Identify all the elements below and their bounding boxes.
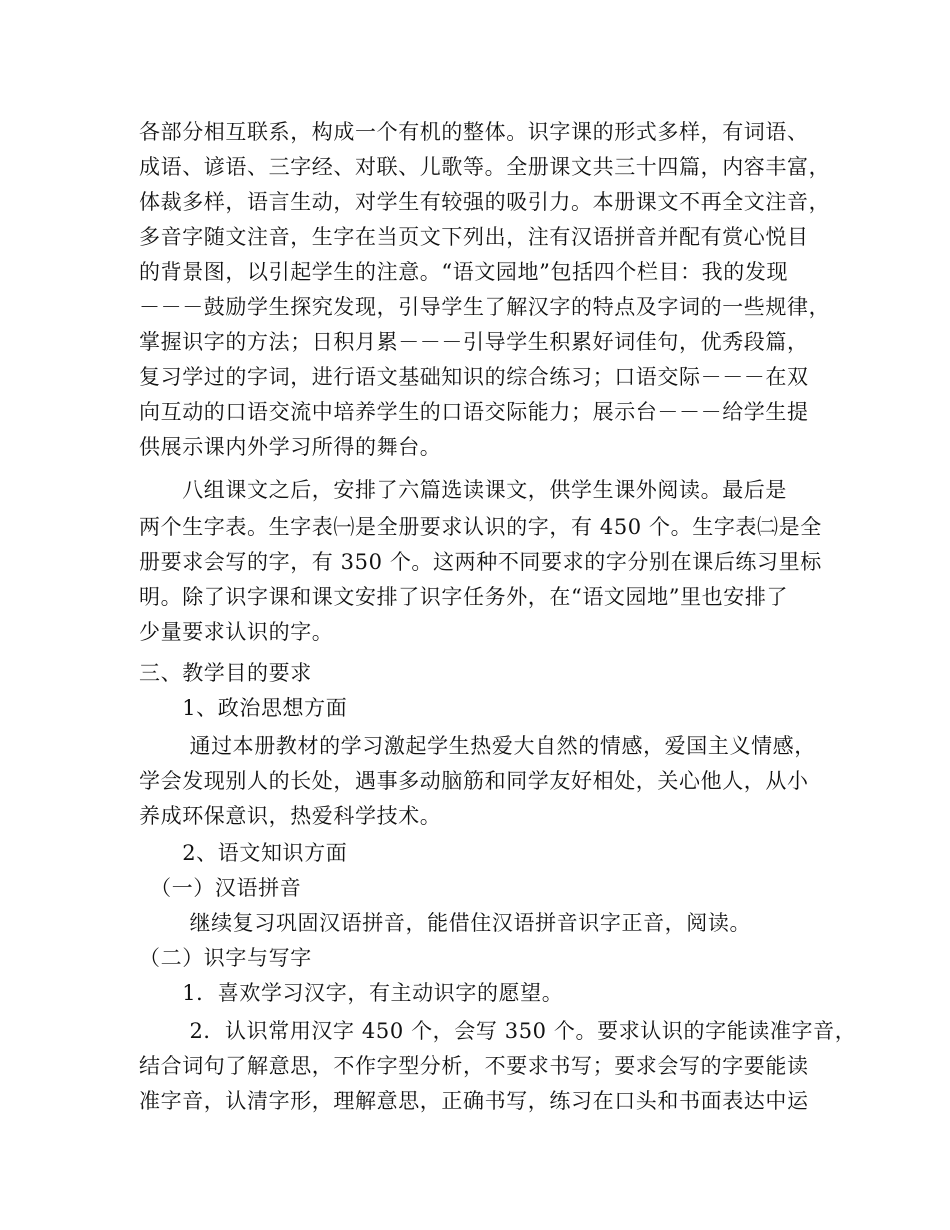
- text-line: 复习学过的字词，进行语文基础知识的综合练习；口语交际－－－在双: [139, 365, 809, 389]
- text-line: 的背景图，以引起学生的注意。“语文园地”包括四个栏目：我的发现: [139, 260, 789, 284]
- text-line: 掌握识字的方法；日积月累－－－引导学生积累好词佳句，优秀段篇，: [139, 330, 809, 354]
- list-item: 1．喜欢学习汉字，有主动识字的愿望。: [139, 981, 564, 1005]
- text-line: 多音字随文注音，生字在当页文下列出，注有汉语拼音并配有赏心悦目: [139, 225, 809, 249]
- subsection-heading: 1、政治思想方面: [139, 696, 348, 720]
- text-line: 供展示课内外学习所得的舞台。: [139, 435, 442, 459]
- text-line: 册要求会写的字，有 350 个。这两种不同要求的字分别在课后练习里标: [139, 550, 822, 574]
- text-line: 通过本册教材的学习激起学生热爱大自然的情感，爱国主义情感，: [139, 734, 816, 758]
- text-line: －－－鼓励学生探究发现，引导学生了解汉字的特点及字词的一些规律，: [139, 295, 831, 319]
- list-item: 2．认识常用汉字 450 个，会写 350 个。要求认识的字能读准字音，: [139, 1019, 857, 1043]
- subsection-heading: （一）汉语拼音: [139, 876, 302, 900]
- text-line: 向互动的口语交流中培养学生的口语交际能力；展示台－－－给学生提: [139, 400, 809, 424]
- text-line: 两个生字表。生字表㈠是全册要求认识的字，有 450 个。生字表㈡是全: [139, 515, 822, 539]
- text-line: 八组课文之后，安排了六篇选读课文，供学生课外阅读。最后是: [139, 478, 787, 502]
- text-line: 少量要求认识的字。: [139, 620, 334, 644]
- text-line: 养成环保意识，热爱科学技术。: [139, 804, 442, 828]
- text-line: 继续复习巩固汉语拼音，能借住汉语拼音识字正音，阅读。: [139, 911, 752, 935]
- text-line: 各部分相互联系，构成一个有机的整体。识字课的形式多样，有词语、: [139, 120, 809, 144]
- text-line: 明。除了识字课和课文安排了识字任务外，在“语文园地”里也安排了: [139, 585, 789, 609]
- section-heading: 三、教学目的要求: [139, 661, 312, 685]
- text-line: 成语、谚语、三字经、对联、儿歌等。全册课文共三十四篇，内容丰富，: [139, 155, 831, 179]
- text-line: 学会发现别人的长处，遇事多动脑筋和同学友好相处，关心他人，从小: [139, 769, 809, 793]
- text-line: 准字音，认清字形，理解意思，正确书写，练习在口头和书面表达中运: [139, 1089, 809, 1113]
- text-line: 结合词句了解意思，不作字型分析，不要求书写；要求会写的字要能读: [139, 1054, 809, 1078]
- text-line: 体裁多样，语言生动，对学生有较强的吸引力。本册课文不再全文注音，: [139, 190, 831, 214]
- subsection-heading: （二）识字与写字: [139, 946, 312, 970]
- subsection-heading: 2、语文知识方面: [139, 841, 348, 865]
